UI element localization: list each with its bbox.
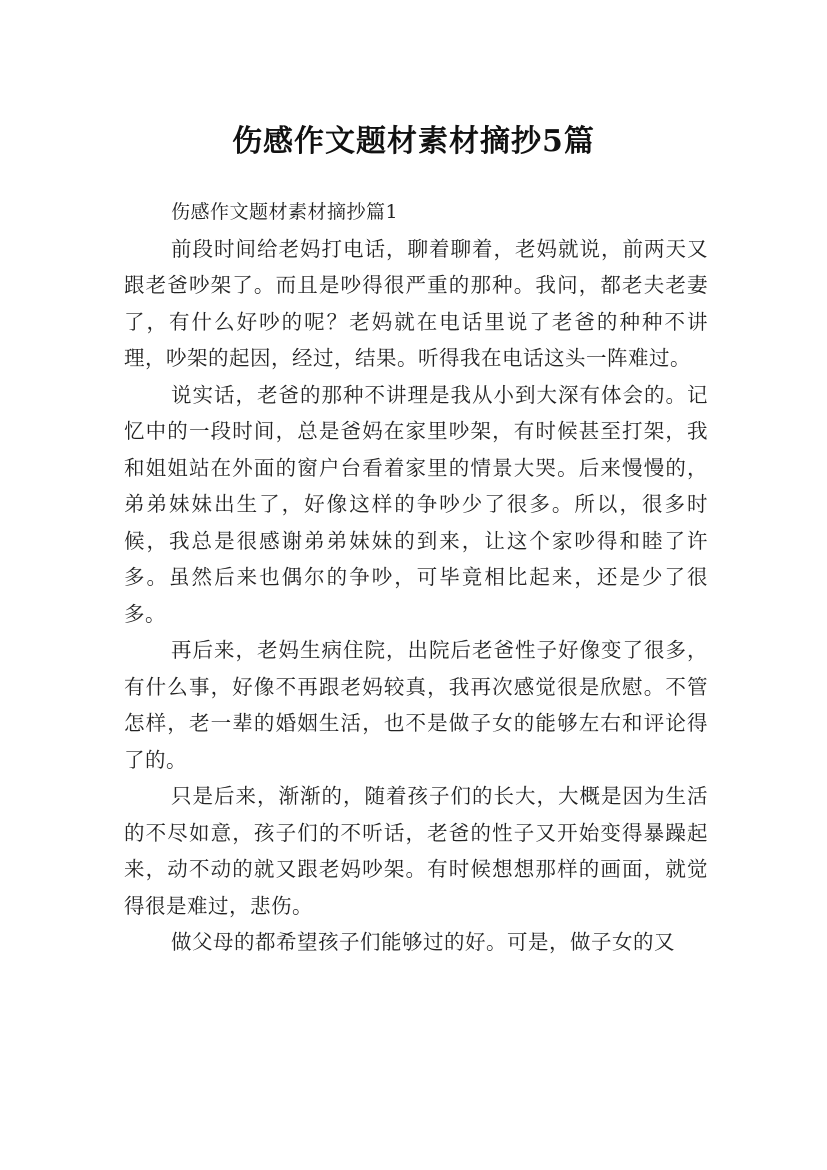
paragraph: 前段时间给老妈打电话，聊着聊着，老妈就说，前两天又跟老爸吵架了。而且是吵得很严重的那种。我问，都老夫老妻了，有什么好吵的呢？老妈就在电话里说了老爸的种种不讲理，吵架的起因，经过，结果。听得我在电话这头一阵难过。	[124, 236, 708, 370]
paragraph: 再后来，老妈生病住院，出院后老爸性子好像变了很多，有什么事，好像不再跟老妈较真，我再次感觉很是欣慰。不管怎样，老一辈的婚姻生活，也不是做子女的能够左右和评论得了的。	[124, 638, 708, 772]
section-heading: 伤感作文题材素材摘抄篇1	[171, 201, 399, 223]
document-title: 伤感作文题材素材摘抄5篇	[232, 124, 595, 160]
paragraph: 做父母的都希望孩子们能够过的好。可是，做子女的又	[171, 930, 675, 954]
document-body	[124, 194, 708, 961]
paragraph: 只是后来，渐渐的，随着孩子们的长大，大概是因为生活的不尽如意，孩子们的不听话，老爸的性子又开始变得暴躁起来，动不动的就又跟老妈吵架。有时候想想那样的画面，就觉得很是难过，悲伤。	[124, 784, 708, 918]
paragraph: 说实话，老爸的那种不讲理是我从小到大深有体会的。记忆中的一段时间，总是爸妈在家里吵架，有时候甚至打架，我和姐姐站在外面的窗户台看着家里的情景大哭。后来慢慢的，弟弟妹妹出生了，好像这样的争吵少了很多。所以，很多时候，我总是很感谢弟弟妹妹的到来，让这个家吵得和睦了许多。虽然后来也偶尔的争吵，可毕竟相比起来，还是少了很多。	[124, 382, 708, 626]
